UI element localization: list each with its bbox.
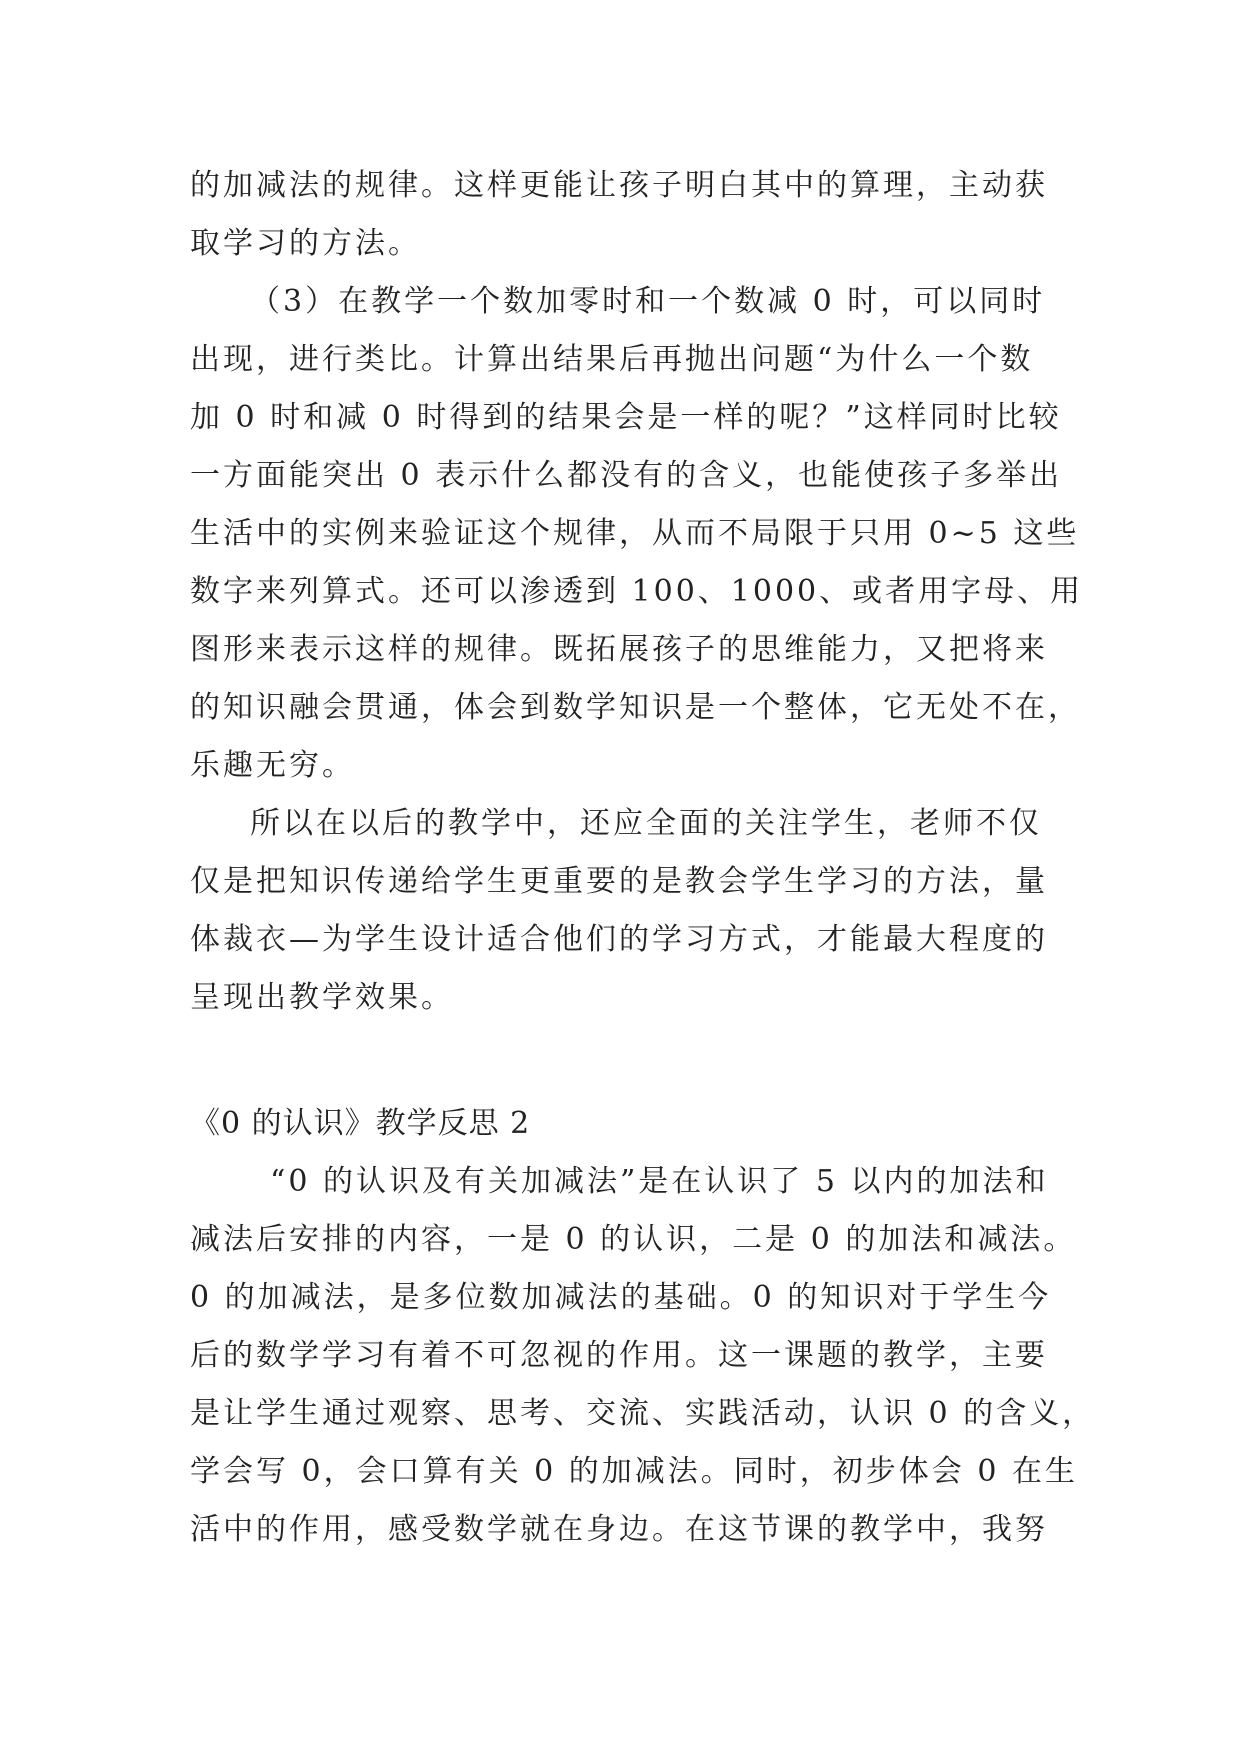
text-line: 乐趣无穷。 [190,748,355,783]
text-line: 呈现出教学效果。 [190,980,454,1015]
text-line: （3）在教学一个数加零时和一个数减 0 时，可以同时 [250,284,1046,319]
text-line: 仅是把知识传递给学生更重要的是教会学生学习的方法，量 [190,864,1048,899]
text-line: 0 的加减法，是多位数加减法的基础。0 的知识对于学生今 [190,1280,1052,1315]
text-line: 取学习的方法。 [190,226,421,261]
text-line: 生活中的实例来验证这个规律，从而不局限于只用 0~5 这些 [190,516,1080,551]
text-line: 的知识融会贯通，体会到数学知识是一个整体，它无处不在， [190,690,1081,725]
text-line: 一方面能突出 0 表示什么都没有的含义，也能使孩子多举出 [190,458,1063,493]
text-line: “0 的认识及有关加减法”是在认识了 5 以内的加法和 [270,1164,1049,1199]
text-line: 活中的作用，感受数学就在身边。在这节课的教学中，我努 [190,1512,1048,1547]
text-line: 出现，进行类比。计算出结果后再抛出问题“为什么一个数 [190,342,1034,377]
text-line: 的加减法的规律。这样更能让孩子明白其中的算理，主动获 [190,168,1048,203]
text-line: 所以在以后的教学中，还应全面的关注学生，老师不仅 [250,806,1042,841]
text-line: 是让学生通过观察、思考、交流、实践活动，认识 0 的含义， [190,1396,1096,1431]
text-line: 减法后安排的内容，一是 0 的认识，二是 0 的加法和减法。 [190,1222,1077,1257]
text-line: 体裁衣—为学生设计适合他们的学习方式，才能最大程度的 [190,922,1048,957]
text-line: 学会写 0，会口算有关 0 的加减法。同时，初步体会 0 在生 [190,1454,1078,1489]
text-line: 数字来列算式。还可以渗透到 100、1000、或者用字母、用 [190,574,1084,609]
section-heading: 《0 的认识》教学反思 2 [190,1106,531,1141]
text-line: 加 0 时和减 0 时得到的结果会是一样的呢？”这样同时比较 [190,400,1062,435]
text-line: 后的数学学习有着不可忽视的作用。这一课题的教学，主要 [190,1338,1048,1373]
text-line: 图形来表示这样的规律。既拓展孩子的思维能力，又把将来 [190,632,1048,667]
